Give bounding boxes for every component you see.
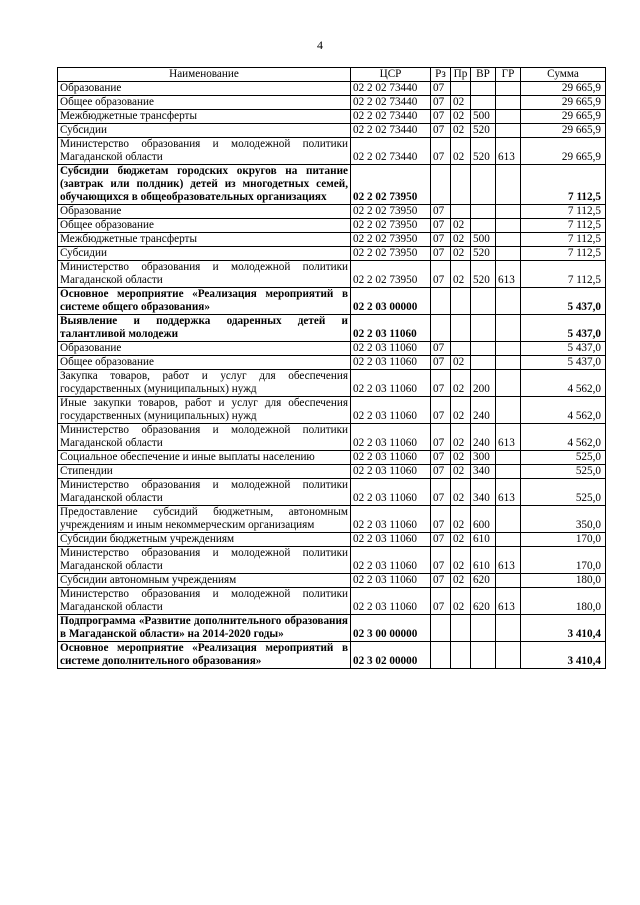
cell-sum: 350,0	[521, 506, 606, 533]
cell-sum: 170,0	[521, 547, 606, 574]
table-row	[58, 533, 606, 547]
table-header-row	[58, 68, 606, 82]
cell-pr: 02	[451, 96, 471, 110]
cell-name: Предоставление субсидий бюджетным, автономным учреждениям и иным некоммерческим организациям	[58, 506, 351, 533]
cell-vr	[471, 82, 496, 96]
table-row	[58, 247, 606, 261]
cell-csr: 02 2 03 11060	[351, 479, 431, 506]
cell-csr: 02 2 02 73950	[351, 261, 431, 288]
cell-gr	[496, 288, 521, 315]
cell-sum: 180,0	[521, 574, 606, 588]
table-row	[58, 165, 606, 205]
cell-csr: 02 2 03 11060	[351, 451, 431, 465]
table-row	[58, 233, 606, 247]
cell-sum: 29 665,9	[521, 110, 606, 124]
cell-name: Стипендии	[58, 465, 351, 479]
cell-name: Межбюджетные трансферты	[58, 233, 351, 247]
cell-vr: 520	[471, 247, 496, 261]
table-row	[58, 124, 606, 138]
cell-name: Основное мероприятие «Реализация мероприятий в системе дополнительного образования»	[58, 642, 351, 669]
cell-pr: 02	[451, 547, 471, 574]
cell-gr	[496, 110, 521, 124]
cell-sum: 7 112,5	[521, 261, 606, 288]
cell-gr	[496, 574, 521, 588]
header-name: Наименование	[58, 68, 351, 82]
table-row	[58, 288, 606, 315]
cell-sum: 5 437,0	[521, 356, 606, 370]
cell-rz: 07	[431, 451, 451, 465]
cell-sum: 29 665,9	[521, 138, 606, 165]
cell-pr: 02	[451, 588, 471, 615]
cell-name: Субсидии	[58, 124, 351, 138]
cell-rz	[431, 288, 451, 315]
cell-csr: 02 2 03 00000	[351, 288, 431, 315]
cell-vr: 500	[471, 110, 496, 124]
header-sum: Сумма	[521, 68, 606, 82]
cell-sum: 4 562,0	[521, 424, 606, 451]
cell-gr: 613	[496, 138, 521, 165]
cell-gr	[496, 465, 521, 479]
cell-gr	[496, 315, 521, 342]
cell-rz: 07	[431, 138, 451, 165]
cell-csr: 02 2 03 11060	[351, 574, 431, 588]
cell-vr: 520	[471, 261, 496, 288]
table-row	[58, 370, 606, 397]
cell-vr: 500	[471, 233, 496, 247]
header-vr: ВР	[471, 68, 496, 82]
cell-name: Субсидии	[58, 247, 351, 261]
cell-name: Общее образование	[58, 356, 351, 370]
cell-gr	[496, 506, 521, 533]
cell-pr: 02	[451, 233, 471, 247]
cell-gr	[496, 533, 521, 547]
cell-rz: 07	[431, 397, 451, 424]
cell-pr	[451, 642, 471, 669]
cell-gr: 613	[496, 424, 521, 451]
cell-vr: 300	[471, 451, 496, 465]
cell-gr	[496, 342, 521, 356]
cell-csr: 02 3 00 00000	[351, 615, 431, 642]
cell-gr: 613	[496, 588, 521, 615]
cell-rz: 07	[431, 356, 451, 370]
table-row	[58, 138, 606, 165]
cell-csr: 02 2 03 11060	[351, 342, 431, 356]
cell-rz: 07	[431, 424, 451, 451]
cell-name: Закупка товаров, работ и услуг для обеспечения государственных (муниципальных) нужд	[58, 370, 351, 397]
cell-gr	[496, 615, 521, 642]
cell-pr: 02	[451, 110, 471, 124]
cell-pr: 02	[451, 574, 471, 588]
table-row	[58, 547, 606, 574]
cell-csr: 02 2 02 73950	[351, 219, 431, 233]
cell-rz: 07	[431, 261, 451, 288]
table-row	[58, 205, 606, 219]
table-row	[58, 219, 606, 233]
cell-rz: 07	[431, 219, 451, 233]
table-row	[58, 424, 606, 451]
cell-sum: 29 665,9	[521, 96, 606, 110]
table-row	[58, 356, 606, 370]
cell-rz: 07	[431, 479, 451, 506]
cell-vr	[471, 288, 496, 315]
cell-rz: 07	[431, 205, 451, 219]
cell-csr: 02 2 02 73440	[351, 96, 431, 110]
header-rz: Рз	[431, 68, 451, 82]
cell-gr: 613	[496, 547, 521, 574]
cell-gr	[496, 451, 521, 465]
cell-csr: 02 2 02 73950	[351, 233, 431, 247]
cell-pr: 02	[451, 397, 471, 424]
table-row	[58, 96, 606, 110]
page-number: 4	[317, 38, 323, 52]
cell-csr: 02 2 02 73440	[351, 138, 431, 165]
budget-table	[57, 67, 606, 669]
cell-rz: 07	[431, 588, 451, 615]
cell-sum: 5 437,0	[521, 315, 606, 342]
cell-vr	[471, 642, 496, 669]
table-row	[58, 479, 606, 506]
cell-name: Субсидии бюджетам городских округов на питание (завтрак или полдник) детей из многодетных семей, обучающихся в общеобразовательных организациях	[58, 165, 351, 205]
cell-name: Подпрограмма «Развитие дополнительного образования в Магаданской области» на 2014-2020 годы»	[58, 615, 351, 642]
cell-rz	[431, 165, 451, 205]
cell-name: Министерство образования и молодежной политики Магаданской области	[58, 424, 351, 451]
cell-gr	[496, 397, 521, 424]
cell-pr	[451, 288, 471, 315]
cell-csr: 02 2 02 73950	[351, 165, 431, 205]
cell-csr: 02 2 03 11060	[351, 397, 431, 424]
cell-sum: 525,0	[521, 451, 606, 465]
cell-csr: 02 2 02 73440	[351, 124, 431, 138]
cell-rz	[431, 315, 451, 342]
cell-vr: 620	[471, 574, 496, 588]
cell-csr: 02 2 03 11060	[351, 533, 431, 547]
cell-pr	[451, 165, 471, 205]
cell-gr	[496, 370, 521, 397]
cell-vr	[471, 205, 496, 219]
cell-pr	[451, 342, 471, 356]
cell-vr	[471, 615, 496, 642]
cell-gr	[496, 642, 521, 669]
cell-vr: 620	[471, 588, 496, 615]
cell-gr	[496, 82, 521, 96]
cell-pr	[451, 205, 471, 219]
table-row	[58, 615, 606, 642]
cell-vr: 200	[471, 370, 496, 397]
header-pr: Пр	[451, 68, 471, 82]
cell-vr	[471, 219, 496, 233]
table-row	[58, 110, 606, 124]
cell-vr: 610	[471, 533, 496, 547]
cell-sum: 180,0	[521, 588, 606, 615]
cell-name: Общее образование	[58, 96, 351, 110]
cell-csr: 02 2 02 73950	[351, 205, 431, 219]
cell-sum: 29 665,9	[521, 124, 606, 138]
cell-csr: 02 2 02 73440	[351, 110, 431, 124]
cell-rz: 07	[431, 465, 451, 479]
cell-pr: 02	[451, 506, 471, 533]
cell-pr: 02	[451, 247, 471, 261]
cell-rz: 07	[431, 96, 451, 110]
cell-csr: 02 2 03 11060	[351, 506, 431, 533]
cell-sum: 3 410,4	[521, 642, 606, 669]
cell-name: Субсидии бюджетным учреждениям	[58, 533, 351, 547]
cell-pr: 02	[451, 356, 471, 370]
cell-csr: 02 3 02 00000	[351, 642, 431, 669]
cell-name: Социальное обеспечение и иные выплаты населению	[58, 451, 351, 465]
header-gr: ГР	[496, 68, 521, 82]
table-row	[58, 315, 606, 342]
cell-vr	[471, 96, 496, 110]
cell-csr: 02 2 02 73950	[351, 247, 431, 261]
cell-rz: 07	[431, 247, 451, 261]
cell-pr: 02	[451, 451, 471, 465]
cell-vr: 340	[471, 465, 496, 479]
table-row	[58, 642, 606, 669]
cell-rz: 07	[431, 547, 451, 574]
cell-rz: 07	[431, 233, 451, 247]
table-row	[58, 451, 606, 465]
cell-vr	[471, 342, 496, 356]
cell-sum: 7 112,5	[521, 165, 606, 205]
cell-sum: 4 562,0	[521, 397, 606, 424]
cell-sum: 29 665,9	[521, 82, 606, 96]
cell-gr: 613	[496, 479, 521, 506]
cell-csr: 02 2 02 73440	[351, 82, 431, 96]
cell-sum: 4 562,0	[521, 370, 606, 397]
cell-rz: 07	[431, 342, 451, 356]
cell-name: Образование	[58, 82, 351, 96]
cell-sum: 5 437,0	[521, 288, 606, 315]
cell-csr: 02 2 03 11060	[351, 465, 431, 479]
cell-csr: 02 2 03 11060	[351, 356, 431, 370]
table-row	[58, 465, 606, 479]
cell-rz: 07	[431, 533, 451, 547]
cell-pr: 02	[451, 370, 471, 397]
cell-sum: 7 112,5	[521, 233, 606, 247]
cell-sum: 7 112,5	[521, 219, 606, 233]
table-row	[58, 397, 606, 424]
cell-gr	[496, 247, 521, 261]
cell-sum: 525,0	[521, 479, 606, 506]
cell-name: Министерство образования и молодежной политики Магаданской области	[58, 479, 351, 506]
cell-name: Образование	[58, 205, 351, 219]
cell-pr: 02	[451, 533, 471, 547]
cell-csr: 02 2 03 11060	[351, 370, 431, 397]
cell-sum: 7 112,5	[521, 247, 606, 261]
cell-name: Министерство образования и молодежной политики Магаданской области	[58, 138, 351, 165]
cell-sum: 170,0	[521, 533, 606, 547]
cell-name: Выявление и поддержка одаренных детей и талантливой молодежи	[58, 315, 351, 342]
cell-pr: 02	[451, 424, 471, 451]
cell-vr: 600	[471, 506, 496, 533]
table-row	[58, 342, 606, 356]
cell-vr	[471, 315, 496, 342]
cell-pr	[451, 315, 471, 342]
cell-vr: 240	[471, 424, 496, 451]
cell-vr	[471, 165, 496, 205]
cell-vr: 520	[471, 138, 496, 165]
cell-gr	[496, 356, 521, 370]
cell-gr	[496, 165, 521, 205]
cell-gr	[496, 233, 521, 247]
cell-rz: 07	[431, 124, 451, 138]
cell-csr: 02 2 03 11060	[351, 588, 431, 615]
cell-sum: 7 112,5	[521, 205, 606, 219]
cell-name: Иные закупки товаров, работ и услуг для обеспечения государственных (муниципальных) нужд	[58, 397, 351, 424]
cell-rz	[431, 615, 451, 642]
cell-vr	[471, 356, 496, 370]
cell-gr: 613	[496, 261, 521, 288]
table-row	[58, 574, 606, 588]
header-csr: ЦСР	[351, 68, 431, 82]
cell-sum: 3 410,4	[521, 615, 606, 642]
table-row	[58, 82, 606, 96]
table-row	[58, 261, 606, 288]
cell-name: Общее образование	[58, 219, 351, 233]
cell-rz: 07	[431, 574, 451, 588]
cell-rz: 07	[431, 110, 451, 124]
cell-rz: 07	[431, 82, 451, 96]
cell-gr	[496, 96, 521, 110]
table-row	[58, 506, 606, 533]
cell-gr	[496, 205, 521, 219]
cell-name: Субсидии автономным учреждениям	[58, 574, 351, 588]
cell-sum: 525,0	[521, 465, 606, 479]
cell-csr: 02 2 03 11060	[351, 424, 431, 451]
cell-gr	[496, 124, 521, 138]
cell-pr: 02	[451, 138, 471, 165]
cell-rz	[431, 642, 451, 669]
cell-pr: 02	[451, 124, 471, 138]
cell-vr: 240	[471, 397, 496, 424]
cell-csr: 02 2 03 11060	[351, 315, 431, 342]
cell-pr: 02	[451, 219, 471, 233]
cell-pr	[451, 615, 471, 642]
cell-rz: 07	[431, 506, 451, 533]
cell-vr: 520	[471, 124, 496, 138]
cell-sum: 5 437,0	[521, 342, 606, 356]
cell-rz: 07	[431, 370, 451, 397]
cell-name: Министерство образования и молодежной политики Магаданской области	[58, 261, 351, 288]
cell-name: Межбюджетные трансферты	[58, 110, 351, 124]
table-row	[58, 588, 606, 615]
cell-name: Основное мероприятие «Реализация мероприятий в системе общего образования»	[58, 288, 351, 315]
cell-pr: 02	[451, 479, 471, 506]
cell-csr: 02 2 03 11060	[351, 547, 431, 574]
cell-vr: 340	[471, 479, 496, 506]
cell-gr	[496, 219, 521, 233]
cell-name: Министерство образования и молодежной политики Магаданской области	[58, 588, 351, 615]
cell-pr: 02	[451, 261, 471, 288]
cell-pr	[451, 82, 471, 96]
cell-name: Образование	[58, 342, 351, 356]
cell-name: Министерство образования и молодежной политики Магаданской области	[58, 547, 351, 574]
cell-pr: 02	[451, 465, 471, 479]
cell-vr: 610	[471, 547, 496, 574]
